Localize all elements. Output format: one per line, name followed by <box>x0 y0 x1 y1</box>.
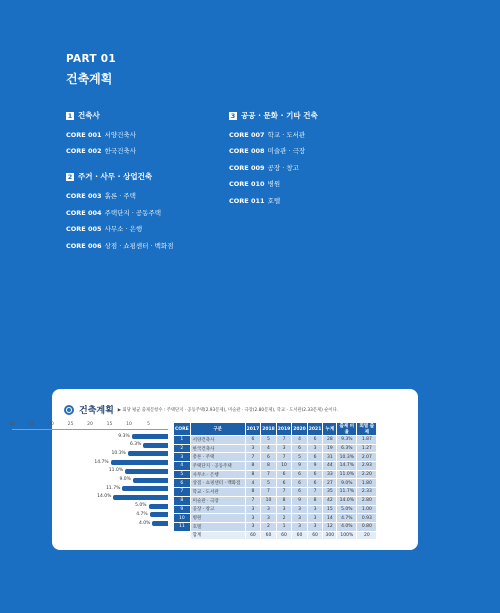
axis-line <box>12 429 168 430</box>
table-cell: 12 <box>323 522 337 531</box>
table-cell: 6 <box>292 444 308 453</box>
table-cell: 5 <box>261 479 277 488</box>
table-row <box>174 462 377 471</box>
axis-tick-label: 25 <box>67 422 74 427</box>
table-cell: 0.93 <box>357 514 377 523</box>
table-cell: 4 <box>174 462 191 471</box>
bar-value-label: 4.7% <box>136 511 148 517</box>
table-header-cell: 2019 <box>276 423 292 436</box>
core-name: 흙론 · 주택 <box>104 192 136 201</box>
table-cell: 60 <box>261 531 277 540</box>
table-cell: 8 <box>245 488 261 497</box>
table-cell: 병원 <box>190 514 245 523</box>
table-cell: 8 <box>174 496 191 505</box>
table-cell: 4.0% <box>337 522 357 531</box>
section-number: 3 <box>230 111 236 120</box>
table-cell: 9 <box>174 505 191 514</box>
table-cell: 3 <box>292 505 308 514</box>
table-cell: 10 <box>276 462 292 471</box>
axis-tick-label: 5 <box>147 422 150 427</box>
section-title: 건축사 <box>78 111 100 120</box>
core-name: 미술관 · 극장 <box>267 147 306 156</box>
bar-value-label: 14.7% <box>94 459 109 465</box>
table-cell: 3 <box>174 453 191 462</box>
core-code: CORE 005 <box>66 225 102 234</box>
table-cell: 5 <box>292 453 308 462</box>
table-cell: 5 <box>261 436 277 445</box>
bar-row <box>12 449 168 458</box>
table-cell: 6 <box>292 488 308 497</box>
toc-section <box>66 171 236 250</box>
toc-section <box>66 110 236 156</box>
table-cell: 4 <box>245 479 261 488</box>
bar <box>122 486 168 491</box>
table-cell: 10 <box>174 514 191 523</box>
table-cell: 9.3% <box>337 436 357 445</box>
toc-item[interactable] <box>229 179 399 189</box>
bar-value-label: 11.0% <box>108 468 124 474</box>
table-cell: 3 <box>245 522 261 531</box>
table-row <box>174 514 377 523</box>
table-row <box>174 479 377 488</box>
toc-item[interactable] <box>66 146 236 156</box>
table-cell <box>174 531 191 540</box>
toc-item[interactable] <box>66 224 236 234</box>
table-cell: 1 <box>174 436 191 445</box>
core-name: 한국건축사 <box>104 147 136 156</box>
table-cell: 2.07 <box>357 453 377 462</box>
core-code: CORE 001 <box>66 131 102 139</box>
table-cell: 공장 · 창고 <box>190 505 245 514</box>
table-cell: 2 <box>261 522 277 531</box>
table-cell: 3 <box>292 514 308 523</box>
section-title: 공공 · 문화 · 기타 건축 <box>241 111 318 120</box>
bar-row <box>12 519 168 528</box>
bar-value-label: 4.0% <box>138 520 151 526</box>
axis-tick-label: 30 <box>48 422 54 427</box>
table-cell: 3 <box>245 444 261 453</box>
table-cell: 3 <box>307 444 323 453</box>
table-cell: 6 <box>245 436 261 445</box>
stats-table <box>173 422 377 540</box>
core-code: CORE 006 <box>66 241 102 250</box>
table-cell: 11 <box>174 522 191 531</box>
table-cell: 3 <box>245 505 261 514</box>
table-cell: 14.7% <box>337 462 357 471</box>
section-heading <box>66 110 236 121</box>
core-code: CORE 011 <box>229 196 265 205</box>
toc-item[interactable] <box>66 130 236 140</box>
section-heading <box>229 110 399 121</box>
card-description: ▶ 회당 평균 출제문항수 : 주택단지 · 공동주택(2.93문제), 미술관 · 극장(2.80문제), 학교 · 도서관(2.33문제) 순이다. <box>117 407 339 413</box>
table-cell: 주택단지 · 공동주택 <box>190 462 245 471</box>
table-row <box>174 496 377 505</box>
table-cell: 6 <box>174 479 191 488</box>
toc-item[interactable] <box>229 130 399 140</box>
table-cell: 6 <box>307 479 323 488</box>
table-cell: 3 <box>307 514 323 523</box>
bar-row <box>12 467 168 476</box>
core-code: CORE 008 <box>229 147 265 156</box>
bar <box>150 512 168 517</box>
core-code: CORE 007 <box>229 131 265 139</box>
bar-value-label: 5.0% <box>135 503 147 509</box>
core-name: 서양건축사 <box>104 131 136 139</box>
table-cell: 7 <box>276 453 292 462</box>
bar-row <box>12 502 168 511</box>
axis-tick-label: 10 <box>126 422 132 427</box>
table-header-cell: 2017 <box>245 423 261 436</box>
core-name: 학교 · 도서관 <box>267 131 306 139</box>
table-header-cell: 2018 <box>261 423 277 436</box>
table-cell: 10 <box>261 496 277 505</box>
table-cell: 8 <box>245 470 261 479</box>
table-cell: 31 <box>323 453 337 462</box>
table-row <box>174 505 377 514</box>
table-cell: 7 <box>307 488 323 497</box>
table-cell: 1.00 <box>357 505 377 514</box>
target-icon <box>64 405 74 415</box>
bar-value-label: 10.3% <box>111 450 126 456</box>
toc-item[interactable] <box>66 208 236 218</box>
table-cell: 60 <box>292 531 308 540</box>
bar <box>149 504 169 509</box>
table-cell: 14.0% <box>337 496 357 505</box>
table-cell: 6 <box>261 453 277 462</box>
toc-item[interactable] <box>229 146 399 156</box>
table-cell: 3 <box>307 522 323 531</box>
core-code: CORE 004 <box>66 208 102 217</box>
table-cell: 60 <box>276 531 292 540</box>
part-label: PART 01 <box>66 53 117 65</box>
table-cell: 7 <box>174 488 191 497</box>
toc-item[interactable] <box>66 241 236 251</box>
table-cell: 44 <box>323 462 337 471</box>
core-name: 공장 · 창고 <box>267 163 299 172</box>
table-cell: 8 <box>261 462 277 471</box>
table-header-cell: 회별 출제 <box>357 423 377 436</box>
table-cell: 8 <box>307 496 323 505</box>
core-code: CORE 010 <box>229 180 265 189</box>
table-cell: 6 <box>307 470 323 479</box>
table-cell: 6 <box>307 453 323 462</box>
table-cell: 14 <box>323 514 337 523</box>
bar-row <box>12 510 168 519</box>
core-name: 병원 <box>267 180 281 189</box>
table-row <box>174 453 377 462</box>
table-cell: 6 <box>292 470 308 479</box>
table-row <box>174 522 377 531</box>
table-cell: 8 <box>276 496 292 505</box>
table-cell: 6 <box>292 479 308 488</box>
table-header-cell: 2020 <box>292 423 308 436</box>
table-cell: 60 <box>307 531 323 540</box>
table-cell: 3 <box>261 505 277 514</box>
table-cell: 11.0% <box>337 470 357 479</box>
part-title: 건축계획 <box>66 72 113 86</box>
table-cell: 1.27 <box>357 444 377 453</box>
bar <box>128 451 168 456</box>
axis-tick-label: 20 <box>87 422 93 427</box>
axis-tick-label: 15 <box>106 422 113 427</box>
table-cell: 학교 · 도서관 <box>190 488 245 497</box>
core-code: CORE 003 <box>66 192 102 201</box>
bar-value-label: 14.0% <box>97 494 112 500</box>
bar-value-label: 9.3% <box>118 433 130 439</box>
table-header-cell: CORE <box>174 423 191 436</box>
bar-row <box>12 484 168 493</box>
table-cell: 5.0% <box>337 505 357 514</box>
core-name: 호텔 <box>267 196 281 205</box>
bar <box>113 495 168 500</box>
table-row <box>174 470 377 479</box>
table-cell: 6 <box>276 470 292 479</box>
core-name: 주택단지 · 공동주택 <box>104 208 162 217</box>
bar <box>152 521 168 526</box>
table-header-cell: 2021 <box>307 423 323 436</box>
table-cell: 2.33 <box>357 488 377 497</box>
bar-row <box>12 458 168 467</box>
card-title: 건축계획 <box>79 406 114 416</box>
table-cell: 7 <box>261 488 277 497</box>
bar-value-label: 6.3% <box>129 442 142 448</box>
core-name: 사무소 · 은행 <box>104 225 143 234</box>
section-title: 주거 · 사무 · 상업건축 <box>78 172 153 182</box>
bar <box>125 469 168 474</box>
table-cell: 33 <box>323 470 337 479</box>
table-cell: 60 <box>245 531 261 540</box>
table-cell: 한국건축사 <box>190 444 245 453</box>
bar <box>143 443 168 448</box>
table-cell: 6 <box>276 479 292 488</box>
table-cell: 10.3% <box>337 453 357 462</box>
bar-row <box>12 476 168 485</box>
table-cell: 3 <box>245 514 261 523</box>
table-cell: 2.80 <box>357 496 377 505</box>
bar-value-label: 9.0% <box>119 477 131 482</box>
table-cell: 20 <box>357 531 377 540</box>
table-total-row <box>174 531 377 540</box>
toc-item[interactable] <box>66 191 236 201</box>
table-cell: 28 <box>323 436 337 445</box>
section-heading <box>66 171 236 182</box>
table-header-cell: 출제 비율 <box>337 423 357 436</box>
table-cell: 2 <box>174 444 191 453</box>
table-cell: 4 <box>292 436 308 445</box>
table-cell: 4 <box>261 444 277 453</box>
table-cell: 7 <box>276 488 292 497</box>
card-header <box>64 403 338 416</box>
table-cell: 3 <box>276 505 292 514</box>
section-number: 2 <box>67 172 73 181</box>
table-cell: 9 <box>292 462 308 471</box>
toc-item[interactable] <box>229 163 399 173</box>
core-code: CORE 002 <box>66 147 102 156</box>
table-header-row <box>174 423 377 436</box>
table-cell: 9 <box>307 462 323 471</box>
bar-value-label: 11.7% <box>106 485 121 491</box>
table-cell: 7 <box>245 453 261 462</box>
table-cell: 19 <box>323 444 337 453</box>
axis-tick-label: 40 <box>9 422 15 427</box>
table-cell: 9 <box>292 496 308 505</box>
table-row <box>174 488 377 497</box>
table-cell: 4.7% <box>337 514 357 523</box>
bar <box>133 478 168 483</box>
table-cell: 100% <box>337 531 357 540</box>
table-cell: 8 <box>245 462 261 471</box>
table-row <box>174 436 377 445</box>
contents-left <box>66 110 236 266</box>
table-cell: 5 <box>174 470 191 479</box>
table-cell: 9.0% <box>337 479 357 488</box>
table-cell: 300 <box>323 531 337 540</box>
bar-row <box>12 432 168 441</box>
table-cell: 합계 <box>190 531 245 540</box>
table-cell: 총론 · 주택 <box>190 453 245 462</box>
table-cell: 미술관 · 극장 <box>190 496 245 505</box>
table-cell: 6 <box>307 436 323 445</box>
table-row <box>174 444 377 453</box>
table-cell: 3 <box>276 444 292 453</box>
table-cell: 호텔 <box>190 522 245 531</box>
section-number: 1 <box>67 111 73 120</box>
core-code: CORE 009 <box>229 163 265 172</box>
bar-row <box>12 493 168 502</box>
contents-right <box>229 110 399 221</box>
table-cell: 0.80 <box>357 522 377 531</box>
table-cell: 1 <box>276 522 292 531</box>
table-cell: 3 <box>261 514 277 523</box>
bar <box>132 434 168 439</box>
table-cell: 15 <box>323 505 337 514</box>
bar <box>111 460 168 465</box>
table-cell: 사무소 · 은행 <box>190 470 245 479</box>
toc-item[interactable] <box>229 196 399 206</box>
toc-section <box>229 110 399 206</box>
table-cell: 7 <box>261 470 277 479</box>
table-cell: 11.7% <box>337 488 357 497</box>
table-header-cell: 누계 <box>323 423 337 436</box>
table-cell: 2.93 <box>357 462 377 471</box>
table-cell: 35 <box>323 488 337 497</box>
table-cell: 상점 · 쇼핑센터 · 백화점 <box>190 479 245 488</box>
table-cell: 6.3% <box>337 444 357 453</box>
table-cell: 1.80 <box>357 479 377 488</box>
table-cell: 3 <box>307 505 323 514</box>
table-cell: 서양건축사 <box>190 436 245 445</box>
table-cell: 2.20 <box>357 470 377 479</box>
bar-row <box>12 441 168 450</box>
core-name: 상점 · 쇼핑센터 · 백화점 <box>104 241 174 250</box>
table-header-cell: 구분 <box>190 423 245 436</box>
table-cell: 42 <box>323 496 337 505</box>
table-cell: 1.87 <box>357 436 377 445</box>
axis-tick-label: 35 <box>28 422 35 427</box>
table-cell: 27 <box>323 479 337 488</box>
table-cell: 7 <box>245 496 261 505</box>
table-cell: 7 <box>276 436 292 445</box>
table-cell: 2 <box>276 514 292 523</box>
table-cell: 3 <box>292 522 308 531</box>
